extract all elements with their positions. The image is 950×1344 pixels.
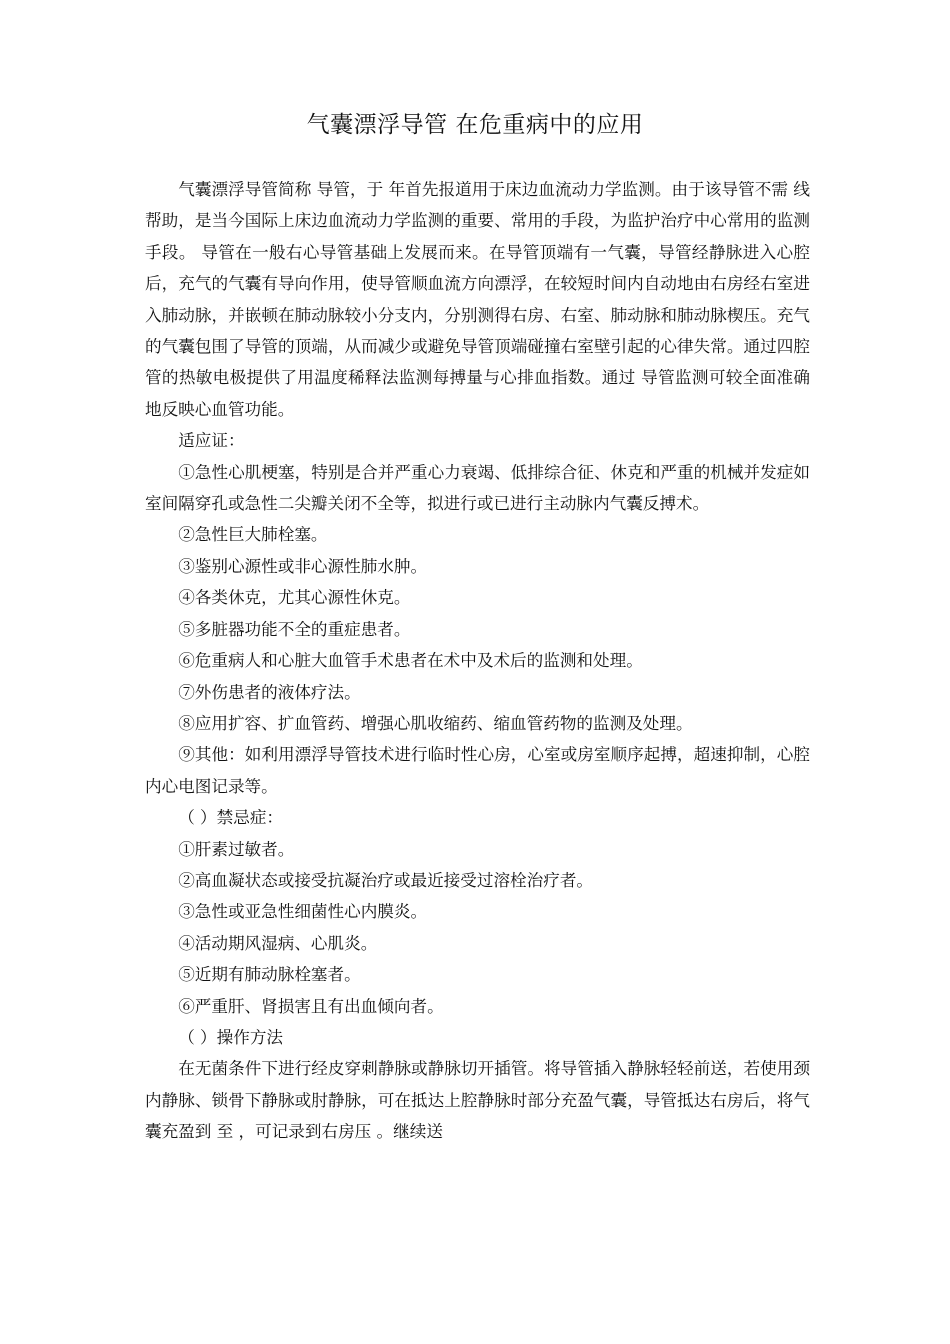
indication-item: ②急性巨大肺栓塞。	[178, 525, 328, 545]
document-body	[145, 174, 810, 1148]
contraindication-item: ⑤近期有肺动脉栓塞者。	[178, 965, 361, 985]
indication-item: ①急性心肌梗塞，特别是合并严重心力衰竭、低排综合征、休克和严重的机械并发症如室间隔穿孔或急性二尖瓣关闭不全等，拟进行或已进行主动脉内气囊反搏术。	[145, 462, 810, 514]
indication-item: ③鉴别心源性或非心源性肺水肿。	[178, 556, 428, 576]
procedure-paragraph: 在无菌条件下进行经皮穿刺静脉或静脉切开插管。将导管插入静脉轻轻前送，若使用颈内静脉、锁骨下静脉或肘静脉，可在抵达上腔静脉时部分充盈气囊，导管抵达右房后，将气囊充盈到 至 ，可记录到右房压 。继续送	[145, 1059, 810, 1142]
contraindication-item: ②高血凝状态或接受抗凝治疗或最近接受过溶栓治疗者。	[178, 870, 594, 890]
indication-item: ⑤多脏器功能不全的重症患者。	[178, 619, 411, 639]
contraindication-item: ⑥严重肝、肾损害且有出血倾向者。	[178, 996, 444, 1016]
document-title: 气囊漂浮导管 在危重病中的应用	[306, 112, 644, 138]
contraindication-item: ④活动期风湿病、心肌炎。	[178, 933, 378, 953]
procedure-heading: （ ）操作方法	[178, 1027, 284, 1047]
indication-item: ⑨其他：如利用漂浮导管技术进行临时性心房，心室或房室顺序起搏，超速抑制，心腔内心电图记录等。	[145, 745, 810, 796]
indication-item: ⑦外伤患者的液体疗法。	[178, 682, 361, 702]
intro-paragraph: 气囊漂浮导管简称 导管，于 年首先报道用于床边血流动力学监测。由于该导管不需 线帮助，是当今国际上床边血流动力学监测的重要、常用的手段，为监护治疗中心常用的监测手段。 导管在一般右心导管基础上发展而来。在导管顶端有一气囊，导管经静脉进入心腔后，充气的气囊有导向作用，使导管顺血流方向漂浮，在较短时间内自动地由右房经右室进入肺动脉，并嵌顿在肺动脉较小分支内，分别测得右房、右室、肺动脉和肺动脉楔压。充气的气囊包围了导管的顶端，从而减少或避免导管顶端碰撞右室壁引起的心律失常。通过四腔管的热敏电极提供了用温度稀释法监测每搏量与心排血指数。通过 导管监测可较全面准确地反映心血管功能。	[145, 180, 810, 419]
indication-item: ⑧应用扩容、扩血管药、增强心肌收缩药、缩血管药物的监测及处理。	[178, 713, 693, 733]
contraindications-heading: （ ）禁忌症：	[178, 808, 284, 828]
indications-heading: 适应证：	[178, 431, 245, 451]
contraindication-item: ①肝素过敏者。	[178, 839, 295, 859]
contraindication-item: ③急性或亚急性细菌性心内膜炎。	[178, 902, 428, 922]
indication-item: ④各类休克，尤其心源性休克。	[178, 588, 411, 608]
indication-item: ⑥危重病人和心脏大血管手术患者在术中及术后的监测和处理。	[178, 651, 643, 671]
